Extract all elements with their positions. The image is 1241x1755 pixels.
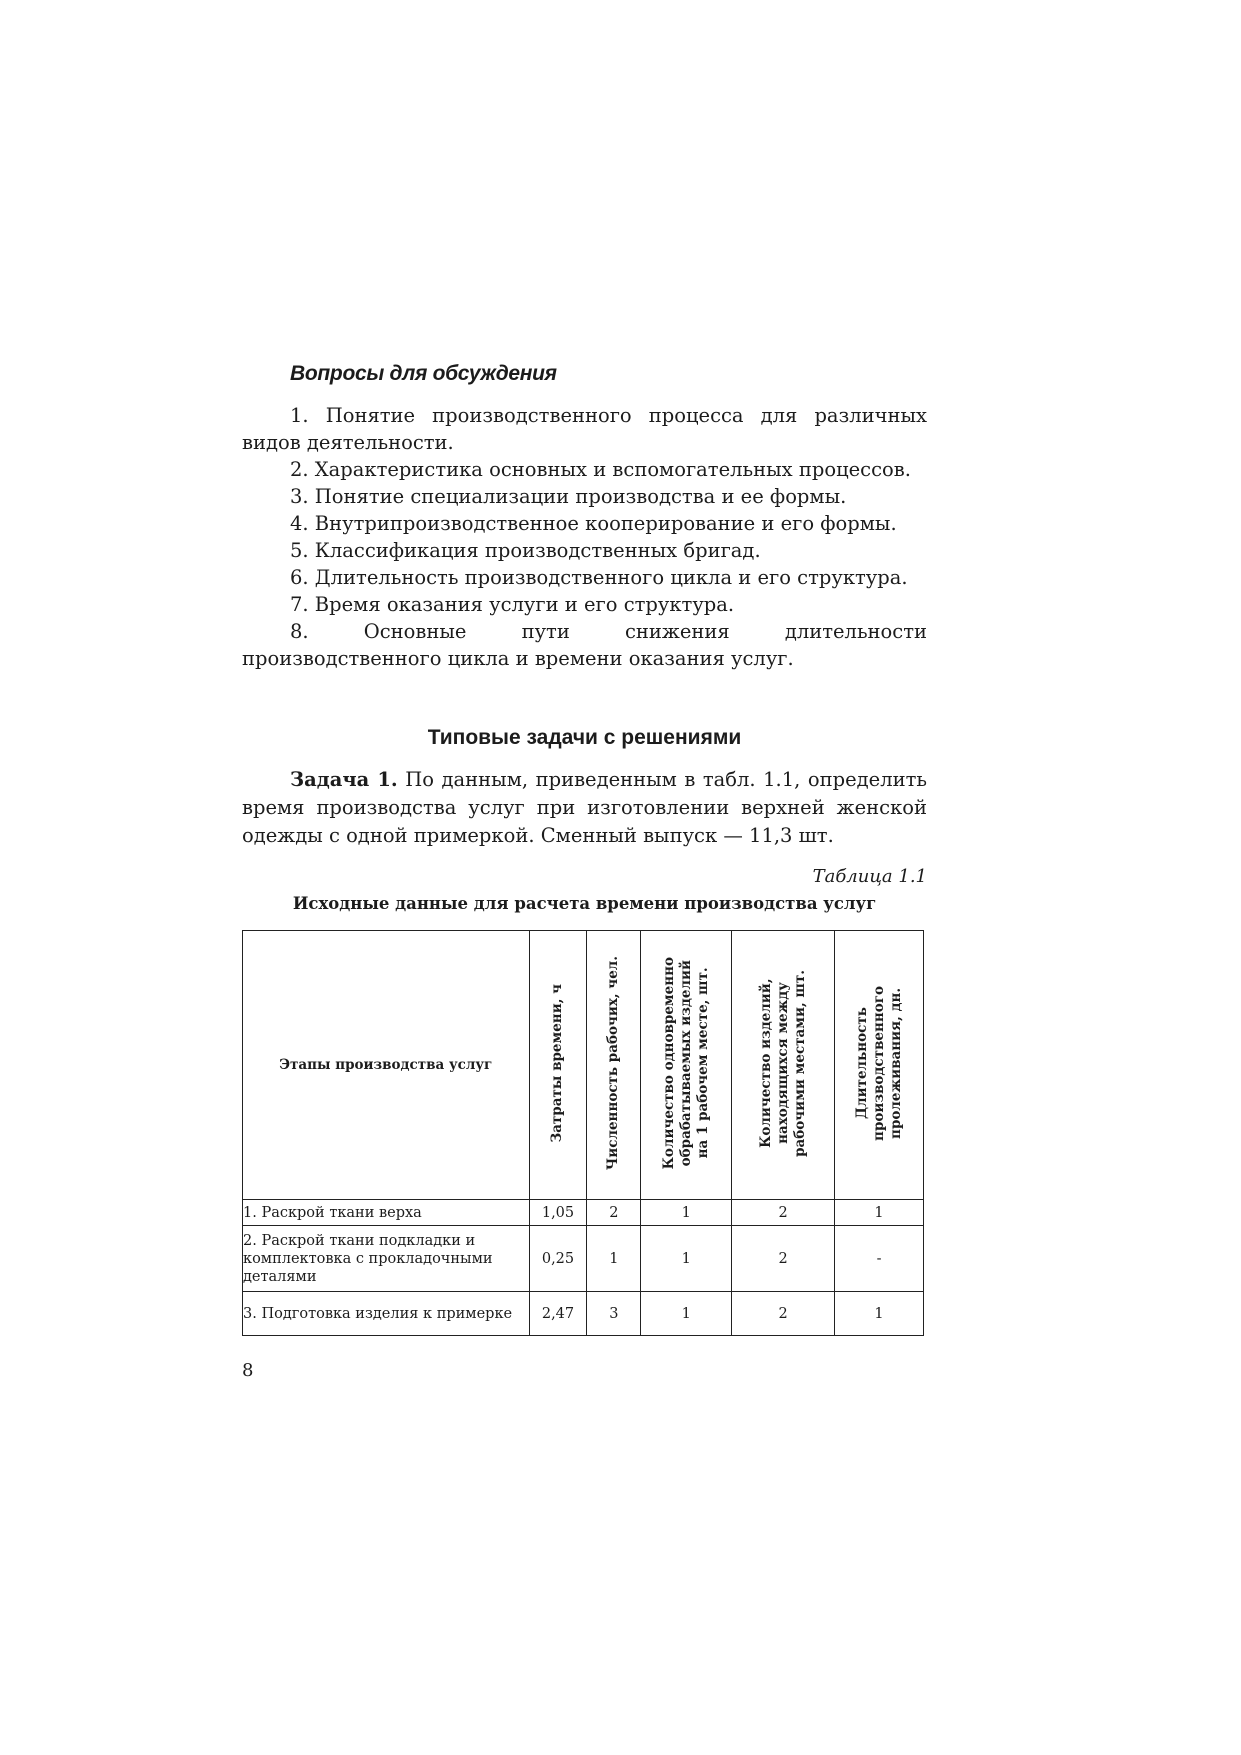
- header-time: Затраты времени, ч: [529, 931, 587, 1200]
- discussion-item: 1. Понятие производственного процесса для различных видов деятельности.: [242, 404, 927, 454]
- table-cell: 1: [641, 1226, 732, 1292]
- header-items-between-workplaces: Количество изделий, находящихся между рабочими местами, шт.: [732, 931, 835, 1200]
- discussion-item: 2. Характеристика основных и вспомогательных процессов.: [290, 458, 911, 481]
- table-cell: 2,47: [529, 1292, 587, 1336]
- table-row: [243, 1292, 924, 1336]
- table-cell: 3. Подготовка изделия к примерке: [243, 1292, 530, 1336]
- discussion-item: 7. Время оказания услуги и его структура.: [290, 593, 735, 616]
- section-title: Типовые задачи с решениями: [427, 726, 742, 749]
- table-cell: 2: [732, 1292, 835, 1336]
- table-title: Исходные данные для расчета времени производства услуг: [292, 894, 877, 913]
- table-cell: 2: [732, 1200, 835, 1226]
- table-cell: 1. Раскрой ткани верха: [243, 1200, 530, 1226]
- discussion-item: 8. Основные пути снижения длительности производственного цикла и времени оказания услуг.: [242, 620, 927, 670]
- task-text: По данным, приведенным в табл. 1.1, определить время производства услуг при изготовлении верхней женской одежды с одной примеркой. Сменный выпуск — 11,3 шт.: [242, 768, 927, 847]
- table-cell: 1: [587, 1226, 641, 1292]
- table-cell: 2. Раскрой ткани подкладки и комплектовка с прокладочными деталями: [243, 1226, 530, 1292]
- header-idle-duration: Длительность производственного пролеживания, дн.: [835, 931, 924, 1200]
- table-cell: 3: [587, 1292, 641, 1336]
- header-items-per-workplace: Количество одновременно обрабатываемых изделий на 1 рабочем месте, шт.: [641, 931, 732, 1200]
- table-label: Таблица 1.1: [812, 866, 927, 887]
- table-cell: 1: [641, 1200, 732, 1226]
- table-cell: 0,25: [529, 1226, 587, 1292]
- table-cell: -: [835, 1226, 924, 1292]
- discussion-item: 3. Понятие специализации производства и ее формы.: [290, 485, 847, 508]
- table-row: [243, 1226, 924, 1292]
- discussion-heading: Вопросы для обсуждения: [290, 362, 557, 385]
- data-table: [242, 930, 924, 1336]
- task-paragraph: [242, 766, 927, 850]
- discussion-item: 5. Классификация производственных бригад.: [290, 539, 761, 562]
- task-label: Задача 1.: [290, 768, 398, 791]
- discussion-item: 4. Внутрипроизводственное кооперирование и его формы.: [290, 512, 897, 535]
- page-number: 8: [242, 1360, 254, 1381]
- discussion-item: 6. Длительность производственного цикла и его структура.: [290, 566, 908, 589]
- header-stages: Этапы производства услуг: [243, 931, 530, 1200]
- table-row: [243, 1200, 924, 1226]
- table-cell: 2: [732, 1226, 835, 1292]
- table-cell: 1,05: [529, 1200, 587, 1226]
- header-workers: Численность рабочих, чел.: [587, 931, 641, 1200]
- table-cell: 1: [641, 1292, 732, 1336]
- discussion-list: [242, 402, 927, 672]
- table-cell: 1: [835, 1200, 924, 1226]
- table-cell: 1: [835, 1292, 924, 1336]
- table-cell: 2: [587, 1200, 641, 1226]
- table-header-row: [243, 931, 924, 1200]
